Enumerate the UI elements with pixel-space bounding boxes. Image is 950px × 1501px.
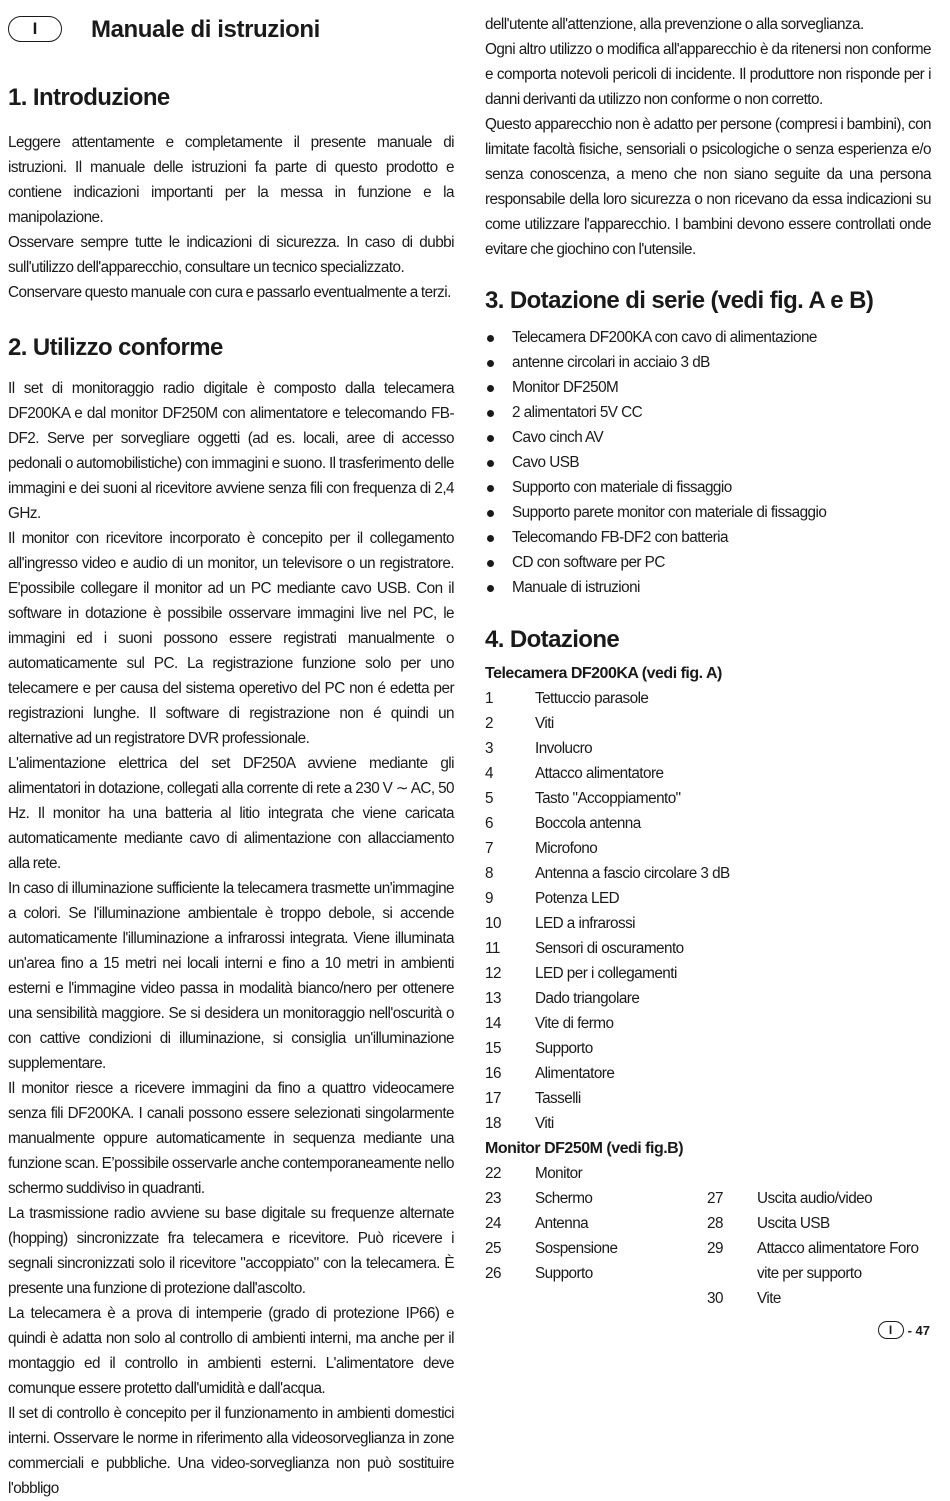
- list-item: Manuale di istruzioni: [485, 575, 931, 600]
- part-label: Tettuccio parasole: [535, 690, 649, 707]
- part-label: Potenza LED: [535, 890, 620, 907]
- part-label: Alimentatore: [535, 1065, 615, 1082]
- part-row: [485, 886, 931, 911]
- part-row: [485, 961, 931, 986]
- list-item: Supporto parete monitor con materiale di fissaggio: [485, 500, 931, 525]
- part-label: Attacco alimentatore Foro vite per supporto: [757, 1240, 919, 1282]
- part-number: 17: [485, 1090, 501, 1107]
- part-row: [485, 786, 931, 811]
- part-label: Antenna: [535, 1215, 589, 1232]
- part-number: 11: [485, 940, 500, 957]
- bullet-icon: [487, 535, 494, 542]
- section-heading-dotazione: 4. Dotazione: [485, 626, 620, 653]
- part-number: 29: [707, 1240, 723, 1257]
- list-item: Telecomando FB-DF2 con batteria: [485, 525, 931, 550]
- left-column: [8, 0, 454, 1501]
- part-number: 3: [485, 740, 493, 757]
- list-item: Cavo cinch AV: [485, 425, 931, 450]
- paragraph: Il monitor riesce a ricevere immagini da fino a quattro videocamere senza fili DF200KA. I canali possono essere selezionati singolarmente manualmente oppure automaticamente in sequenza mediante una funzione scan. E’possibile osservarle anche contemporaneamente nello schermo suddiviso in quadranti.: [8, 1080, 454, 1197]
- part-number: 6: [485, 815, 493, 832]
- part-number: 25: [485, 1240, 501, 1257]
- part-number: 28: [707, 1215, 723, 1232]
- paragraph: Il monitor con ricevitore incorporato è concepito per il collegamento all'ingresso video e audio di un monitor, un televisore o un registratore. E'possibile collegare il monitor ad un PC mediante cavo USB. Con il software in dotazione è possibile osservare immagini live nel PC, le immagini ed i suoni possono essere registrati manualmente o automaticamente sul PC. La registrazione funzione solo per uno telecamere e per causa del sistema operetivo del PC non é edetta per registrazioni lunghe. Il software di registrazione non é quindi un alternative ad un registratore DVR professionale.: [8, 530, 454, 747]
- list-item: antenne circolari in acciaio 3 dB: [485, 350, 931, 375]
- section-heading-introduzione: 1. Introduzione: [8, 84, 170, 111]
- part-row: [485, 811, 931, 836]
- part-row: [707, 1236, 931, 1286]
- part-number: 10: [485, 915, 501, 932]
- section-heading-dotazione-di-serie: 3. Dotazione di serie (vedi fig. A e B): [485, 287, 874, 314]
- part-number: 1: [485, 690, 493, 707]
- part-row: [485, 1186, 695, 1211]
- part-label: Uscita audio/video: [757, 1190, 873, 1207]
- bullet-icon: [487, 485, 494, 492]
- part-number: 23: [485, 1190, 501, 1207]
- part-number: 9: [485, 890, 493, 907]
- part-row: [485, 686, 931, 711]
- paragraph: Conservare questo manuale con cura e passarlo eventualmente a terzi.: [8, 284, 451, 301]
- language-badge: I: [8, 16, 62, 42]
- part-label: Uscita USB: [757, 1215, 830, 1232]
- part-number: 14: [485, 1015, 501, 1032]
- list-item: Supporto con materiale di fissaggio: [485, 475, 931, 500]
- page-number: - 47: [907, 1322, 930, 1338]
- part-label: Supporto: [535, 1040, 593, 1057]
- part-label: Viti: [535, 715, 554, 732]
- part-row: [485, 1261, 695, 1286]
- part-label: Monitor: [535, 1165, 583, 1182]
- part-row: [485, 836, 931, 861]
- monitor-parts-list-right: [707, 1186, 931, 1311]
- paragraph: Il set di monitoraggio radio digitale è composto dalla telecamera DF200KA e dal monitor DF250M con alimentatore e telecomando FB-DF2. Serve per sorvegliare oggetti (ad es. locali, aree di accesso pedonali o automobilistiche) con immagini e suono. Il trasferimento delle immagini e dei suoni al ricevitore avviene senza fili con frequenza di 2,4 GHz.: [8, 380, 454, 522]
- part-number: 2: [485, 715, 493, 732]
- part-label: Antenna a fascio circolare 3 dB: [535, 865, 730, 882]
- part-row: [485, 911, 931, 936]
- part-label: Dado triangolare: [535, 990, 640, 1007]
- part-row: [485, 1111, 931, 1136]
- bullet-icon: [487, 335, 494, 342]
- list-item: Telecamera DF200KA con cavo di alimentazione: [485, 325, 931, 350]
- part-row: [485, 761, 931, 786]
- list-item: Cavo USB: [485, 450, 931, 475]
- part-label: Supporto: [535, 1265, 593, 1282]
- part-number: 16: [485, 1065, 501, 1082]
- part-number: 18: [485, 1115, 501, 1132]
- part-row: [707, 1286, 931, 1311]
- part-number: 15: [485, 1040, 501, 1057]
- part-label: Tasselli: [535, 1090, 581, 1107]
- part-label: Sospensione: [535, 1240, 618, 1257]
- part-label: LED a infrarossi: [535, 915, 636, 932]
- paragraph: Il set di controllo è concepito per il funzionamento in ambienti domestici interni. Osservare le norme in riferimento alla videosorveglianza in zone commerciali e pubbliche. Una video-sorveglianza non può sostituire l'obbligo: [8, 1405, 454, 1497]
- paragraph: In caso di illuminazione sufficiente la telecamera trasmette un'immagine a colori. Se l'illuminazione ambientale è troppo debole, si accende automaticamente l'illuminazione a infrarossi integrata. Viene illuminata un'area fino a 15 metri nei locali interni e fino a 10 metri in ambienti esterni e l'immagine video passa in modalità bianco/nero per ottenere una sensibilità maggiore. Se si desidera un monitoraggio nell'oscurità o con cattive condizioni di illuminazione, si consiglia un'illuminazione supplementare.: [8, 880, 454, 1072]
- part-label: Vite: [757, 1290, 781, 1307]
- paragraph: dell'utente all'attenzione, alla prevenzione o alla sorveglianza.: [485, 16, 864, 33]
- list-item: Monitor DF250M: [485, 375, 931, 400]
- section-heading-utilizzo-conforme: 2. Utilizzo conforme: [8, 334, 223, 361]
- part-row: [707, 1211, 931, 1236]
- part-label: Viti: [535, 1115, 554, 1132]
- monitor-parts-list-left: [485, 1161, 695, 1286]
- page-header: [8, 10, 454, 50]
- bullet-icon: [487, 560, 494, 567]
- camera-parts-title: Telecamera DF200KA (vedi fig. A): [485, 665, 722, 682]
- part-row: [485, 986, 931, 1011]
- part-row: [707, 1186, 931, 1211]
- part-number: 26: [485, 1265, 501, 1282]
- document-title: Manuale di istruzioni: [91, 16, 320, 43]
- part-number: 7: [485, 840, 493, 857]
- bullet-icon: [487, 585, 494, 592]
- monitor-parts-title: Monitor DF250M (vedi fig.B): [485, 1140, 684, 1157]
- part-number: 27: [707, 1190, 723, 1207]
- part-number: 12: [485, 965, 501, 982]
- part-number: 30: [707, 1290, 723, 1307]
- part-row: [485, 1211, 695, 1236]
- part-row: [485, 1036, 931, 1061]
- bullet-icon: [487, 385, 494, 392]
- part-label: Vite di fermo: [535, 1015, 614, 1032]
- monitor-parts: [485, 1161, 931, 1311]
- part-label: Involucro: [535, 740, 593, 757]
- bullet-icon: [487, 360, 494, 367]
- part-number: 5: [485, 790, 493, 807]
- list-item: CD con software per PC: [485, 550, 931, 575]
- part-row: [485, 1011, 931, 1036]
- bullet-icon: [487, 435, 494, 442]
- paragraph: La trasmissione radio avviene su base digitale su frequenze alternate (hopping) sincronizzate fra telecamera e ricevitore. Può ricevere i segnali sincronizzati solo il ricevitore "accoppiato" con la telecamera. È presente una funzione di protezione dall'ascolto.: [8, 1205, 454, 1297]
- part-label: Schermo: [535, 1190, 593, 1207]
- right-column: [485, 0, 931, 1311]
- part-row: [485, 711, 931, 736]
- section-introduzione-body: [8, 130, 454, 305]
- footer-language-badge: I: [878, 1321, 904, 1339]
- part-row: [485, 736, 931, 761]
- part-row: [485, 1161, 695, 1186]
- part-row: [485, 1086, 931, 1111]
- part-label: Microfono: [535, 840, 598, 857]
- paragraph: La telecamera è a prova di intemperie (grado di protezione IP66) e quindi è adatta non solo al controllo di ambienti interni, ma anche per il montaggio ed il controllo in ambienti esterni. L'alimentatore deve comunque essere protetto dall'umidità e dall'acqua.: [8, 1305, 454, 1397]
- part-row: [485, 861, 931, 886]
- part-label: Tasto "Accoppiamento": [535, 790, 681, 807]
- paragraph: Leggere attentamente e completamente il presente manuale di istruzioni. Il manuale delle istruzioni fa parte di questo prodotto e contiene indicazioni importanti per la messa in funzione e la manipolazione.: [8, 134, 454, 226]
- scope-of-delivery-list: [485, 325, 931, 600]
- part-number: 24: [485, 1215, 501, 1232]
- section-utilizzo-body: [8, 376, 454, 1501]
- part-label: LED per i collegamenti: [535, 965, 677, 982]
- part-row: [485, 936, 931, 961]
- page-footer: [878, 1320, 930, 1340]
- part-row: [485, 1061, 931, 1086]
- list-item: 2 alimentatori 5V CC: [485, 400, 931, 425]
- part-number: 4: [485, 765, 493, 782]
- camera-parts-list: [485, 686, 931, 1136]
- part-number: 13: [485, 990, 501, 1007]
- paragraph: Ogni altro utilizzo o modifica all'apparecchio è da ritenersi non conforme e comporta notevoli pericoli di incidente. Il produttore non risponde per i danni derivanti da utilizzo non conforme o non corretto.: [485, 41, 931, 108]
- bullet-icon: [487, 460, 494, 467]
- part-number: 22: [485, 1165, 501, 1182]
- part-label: Boccola antenna: [535, 815, 641, 832]
- bullet-icon: [487, 410, 494, 417]
- part-label: Sensori di oscuramento: [535, 940, 684, 957]
- part-label: Attacco alimentatore: [535, 765, 664, 782]
- bullet-icon: [487, 510, 494, 517]
- paragraph: Questo apparecchio non è adatto per persone (compresi i bambini), con limitate facoltà fisiche, sensoriali o psicologiche o senza esperienza e/o senza conoscenza, a meno che non siano seguite da una persona responsabile della loro sicurezza o non ricevano da essa indicazioni su come utilizzare l'apparecchio. I bambini devono essere controllati onde evitare che giochino con l'utensile.: [485, 116, 931, 258]
- part-number: 8: [485, 865, 493, 882]
- paragraph: Osservare sempre tutte le indicazioni di sicurezza. In caso di dubbi sull'utilizzo dell'apparecchio, consultare un tecnico specializzato.: [8, 234, 454, 276]
- part-row: [485, 1236, 695, 1261]
- paragraph: L'alimentazione elettrica del set DF250A avviene mediante gli alimentatori in dotazione, collegati alla corrente di rete a 230 V ∼ AC, 50 Hz. Il monitor ha una batteria al litio integrata che viene caricata automaticamente mediante cavo di alimentazione con allacciamento alla rete.: [8, 755, 454, 872]
